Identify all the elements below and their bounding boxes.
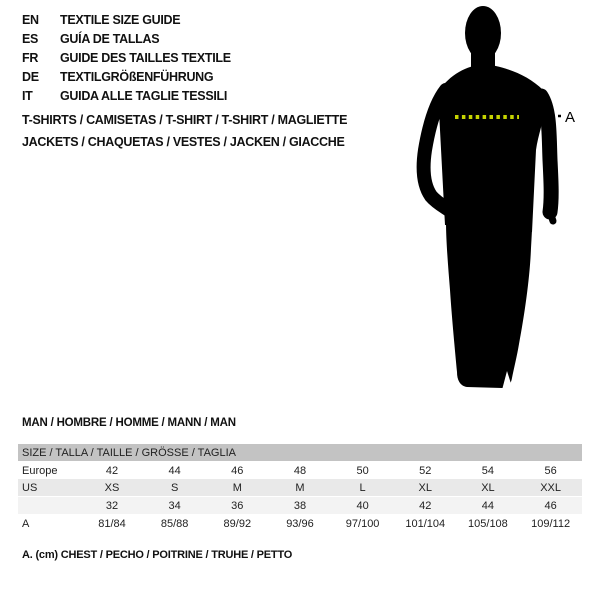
- size-cell: 93/96: [286, 517, 314, 530]
- size-cell: 44: [168, 464, 181, 477]
- size-figure: [405, 0, 600, 400]
- measure-footnote: A. (cm) CHEST / PECHO / POITRINE / TRUHE / PETTO: [22, 549, 293, 561]
- section-title-man: MAN / HOMBRE / HOMME / MANN / MAN: [22, 417, 236, 429]
- size-cell: XL: [481, 481, 495, 494]
- size-cell: 109/112: [531, 517, 571, 530]
- silhouette-right-hand: [550, 212, 553, 221]
- language-code: FR: [22, 51, 39, 65]
- language-label: GUIDE DES TAILLES TEXTILE: [60, 51, 231, 65]
- size-cell: 85/88: [160, 517, 189, 530]
- language-label: GUÍA DE TALLAS: [60, 32, 160, 46]
- size-row-europe: [18, 462, 582, 480]
- size-cell: S: [170, 481, 179, 494]
- language-code: EN: [22, 13, 39, 27]
- size-cell: 46: [231, 464, 244, 477]
- language-label: TEXTILGRÖßENFÜHRUNG: [60, 70, 214, 84]
- size-cell: XL: [418, 481, 432, 494]
- category-tshirts: T-SHIRTS / CAMISETAS / T-SHIRT / T-SHIRT / MAGLIETTE: [22, 113, 348, 127]
- language-row-fr: [22, 49, 231, 68]
- size-cell: M: [232, 481, 242, 494]
- silhouette-legs: [446, 222, 532, 388]
- language-legend: [22, 11, 231, 106]
- size-cell: 32: [105, 499, 119, 512]
- size-cell: 52: [419, 464, 432, 477]
- size-cell: 46: [544, 499, 557, 512]
- row-label: A: [22, 517, 30, 530]
- size-cell: M: [295, 481, 305, 494]
- size-cell: 50: [356, 464, 369, 477]
- size-cell: 56: [544, 464, 557, 477]
- size-cell: L: [359, 481, 366, 494]
- size-cell: 101/104: [405, 517, 446, 530]
- category-jackets: JACKETS / CHAQUETAS / VESTES / JACKEN / GIACCHE: [22, 135, 345, 149]
- size-cell: 42: [419, 499, 432, 512]
- measure-label-a: A: [565, 109, 576, 126]
- size-row-us: [18, 479, 582, 497]
- language-label: TEXTILE SIZE GUIDE: [60, 13, 181, 27]
- row-label: [18, 497, 81, 515]
- size-cell: 97/100: [345, 517, 380, 530]
- size-table-header: SIZE / TALLA / TAILLE / GRÖSSE / TAGLIA: [18, 444, 582, 462]
- row-label: US: [22, 481, 38, 494]
- language-code: IT: [22, 89, 33, 103]
- size-cell: 42: [105, 464, 119, 477]
- language-label: GUIDA ALLE TAGLIE TESSILI: [60, 89, 228, 103]
- language-row-es: [22, 30, 231, 49]
- size-table-header-row: [18, 444, 582, 462]
- size-cell: 44: [481, 499, 495, 512]
- size-table: [18, 444, 582, 532]
- size-cell: XXL: [540, 481, 562, 494]
- size-cell: XS: [104, 481, 120, 494]
- size-cell: 54: [481, 464, 495, 477]
- language-row-en: [22, 11, 231, 30]
- man-silhouette: [405, 0, 600, 400]
- size-cell: 89/92: [223, 517, 252, 530]
- size-cell: 81/84: [98, 517, 126, 530]
- row-label: Europe: [22, 464, 58, 477]
- silhouette-right-arm: [541, 96, 551, 212]
- language-row-it: [22, 87, 231, 106]
- language-code: DE: [22, 70, 39, 84]
- language-row-de: [22, 68, 231, 87]
- size-cell: 34: [168, 499, 181, 512]
- size-cell: 38: [293, 499, 307, 512]
- size-row-numeric: [18, 497, 582, 515]
- size-cell: 36: [231, 499, 244, 512]
- category-lines: [22, 109, 347, 153]
- size-cell: 105/108: [468, 517, 508, 530]
- language-code: ES: [22, 32, 39, 46]
- size-row-chest-a: [18, 515, 582, 533]
- size-cell: 48: [293, 464, 307, 477]
- size-cell: 40: [356, 499, 369, 512]
